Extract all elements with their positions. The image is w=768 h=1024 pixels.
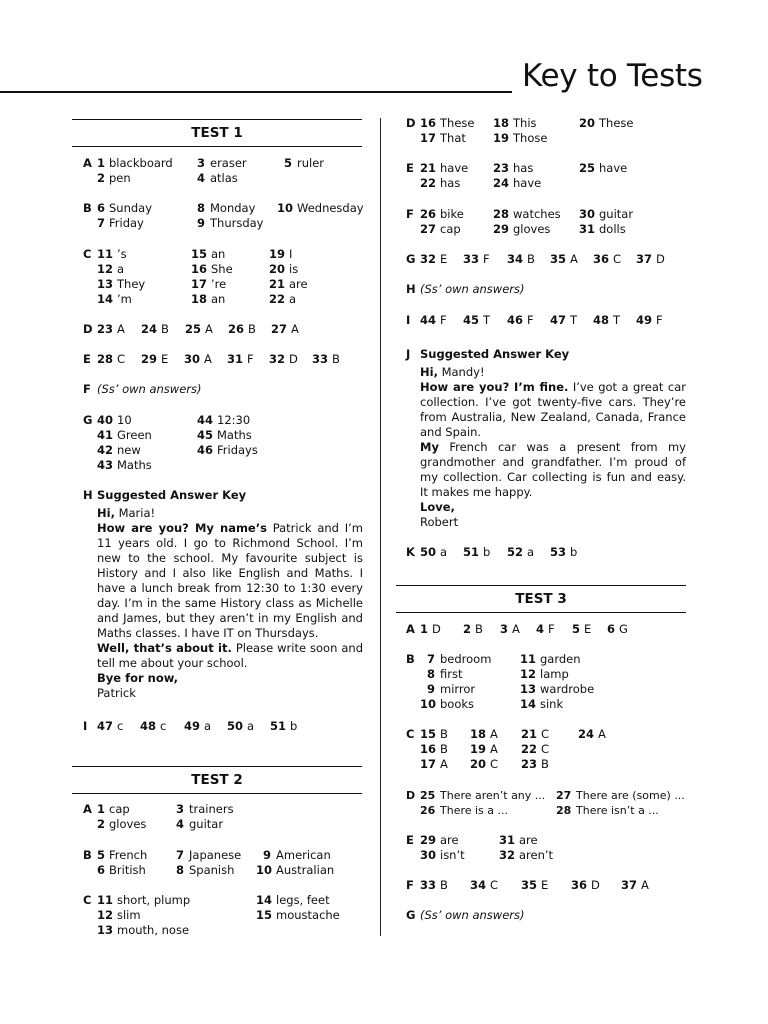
answer-item: (Ss’ own answers) bbox=[97, 382, 202, 396]
answer-item: 15 moustache bbox=[256, 908, 340, 922]
answer-item: 8 first bbox=[426, 667, 463, 681]
answer-item: (Ss’ own answers) bbox=[420, 908, 525, 922]
section-letter: E bbox=[83, 352, 91, 366]
answer-item: 22 C bbox=[521, 742, 550, 756]
answer-item: 13 mouth, nose bbox=[97, 923, 190, 937]
answer-item: 18 A bbox=[470, 727, 498, 741]
answer-item: 24 B bbox=[141, 322, 169, 336]
answer-item: 4 guitar bbox=[176, 817, 224, 831]
section-letter: C bbox=[406, 727, 415, 741]
answer-item: 22 a bbox=[269, 292, 297, 306]
section-letter: B bbox=[83, 201, 92, 215]
answer-item: 9 American bbox=[262, 848, 331, 862]
answer-item: 32 aren’t bbox=[499, 848, 554, 862]
answer-item: 33 B bbox=[420, 878, 448, 892]
answer-item: 37 D bbox=[636, 252, 665, 266]
answer-item: 24 have bbox=[493, 176, 542, 190]
test3-title: TEST 3 bbox=[396, 585, 686, 613]
answer-item: 13 wardrobe bbox=[520, 682, 595, 696]
answer-item: 5 E bbox=[572, 622, 592, 636]
answer-item: 47 c bbox=[97, 719, 124, 733]
answer-item: 7 bedroom bbox=[426, 652, 492, 666]
section-letter: K bbox=[406, 545, 415, 559]
answer-item: 29 gloves bbox=[493, 222, 551, 236]
answer-item: 10 books bbox=[420, 697, 475, 711]
section-letter: B bbox=[406, 652, 415, 666]
answer-item: 40 10 bbox=[97, 413, 132, 427]
answer-item: 49 a bbox=[184, 719, 212, 733]
answer-item: 44 F bbox=[420, 313, 447, 327]
answer-item: 23 B bbox=[521, 757, 549, 771]
answer-item: 16 B bbox=[420, 742, 448, 756]
section-letter: C bbox=[83, 247, 92, 261]
answer-item: 6 G bbox=[607, 622, 628, 636]
answer-item: 45 T bbox=[463, 313, 491, 327]
answer-item: 25 There aren’t any ... bbox=[420, 789, 546, 802]
test1-letter-text: Hi, Maria! How are you? My name’s Patrick and I’m 11 years old. I go to Richmond School. I’m new to the school. My favourite subject is History and I also like English and Maths. I have a lunch break from 12:30 to 1:30 every day. I’m in the same History class as Michelle and James, but they aren’t in my English and Maths classes. I have IT on Thursdays. Well, that’s about it. Please write soon and tell me about your school. Bye for now, Patrick bbox=[97, 506, 363, 700]
answer-item: 19 I bbox=[269, 247, 293, 261]
answer-item: 46 Fridays bbox=[197, 443, 258, 457]
answer-item: 47 T bbox=[550, 313, 578, 327]
answer-item: 35 E bbox=[521, 878, 549, 892]
test1-title: TEST 1 bbox=[72, 119, 362, 147]
section-letter: B bbox=[83, 848, 92, 862]
section-letter: D bbox=[406, 116, 416, 130]
section-letter: E bbox=[406, 833, 414, 847]
answer-item: 2 gloves bbox=[97, 817, 147, 831]
answer-item: 2 pen bbox=[97, 171, 131, 185]
answer-item: 34 C bbox=[470, 878, 499, 892]
answer-item: 19 A bbox=[470, 742, 498, 756]
answer-item: 50 a bbox=[420, 545, 448, 559]
answer-item: 19 Those bbox=[493, 131, 548, 145]
answer-item: 41 Green bbox=[97, 428, 152, 442]
page-title: Key to Tests bbox=[522, 58, 703, 94]
answer-item: 7 Friday bbox=[97, 216, 144, 230]
answer-item: 26 B bbox=[228, 322, 256, 336]
section-letter: G bbox=[83, 413, 93, 427]
header-rule bbox=[0, 91, 512, 93]
answer-item: 20 These bbox=[579, 116, 634, 130]
answer-item: 8 Spanish bbox=[176, 863, 235, 877]
test2-title: TEST 2 bbox=[72, 766, 362, 794]
answer-item: 6 Sunday bbox=[97, 201, 153, 215]
section-letter: F bbox=[406, 878, 414, 892]
section-letter: I bbox=[83, 719, 88, 733]
section-letter: H bbox=[406, 282, 416, 296]
answer-item: 3 A bbox=[500, 622, 520, 636]
section-letter: G bbox=[406, 252, 416, 266]
answer-item: 31 F bbox=[227, 352, 254, 366]
section-letter: J bbox=[406, 347, 411, 361]
answer-item: 16 These bbox=[420, 116, 475, 130]
answer-item: 15 an bbox=[191, 247, 226, 261]
answer-item: 45 Maths bbox=[197, 428, 252, 442]
answer-item: 27 A bbox=[271, 322, 299, 336]
answer-item: 53 b bbox=[550, 545, 578, 559]
answer-item: 30 guitar bbox=[579, 207, 634, 221]
answer-item: 31 are bbox=[499, 833, 538, 847]
answer-item: 1 blackboard bbox=[97, 156, 173, 170]
answer-item: 50 a bbox=[227, 719, 255, 733]
answer-item: 48 T bbox=[593, 313, 621, 327]
answer-item: 9 mirror bbox=[426, 682, 476, 696]
answer-item: 52 a bbox=[507, 545, 535, 559]
answer-item: 5 French bbox=[97, 848, 148, 862]
answer-item: 46 F bbox=[507, 313, 534, 327]
answer-item: 36 C bbox=[593, 252, 622, 266]
answer-item: 4 F bbox=[536, 622, 555, 636]
answer-item: 33 F bbox=[463, 252, 490, 266]
answer-item: 8 Monday bbox=[197, 201, 256, 215]
answer-item: 18 an bbox=[191, 292, 226, 306]
column-divider bbox=[380, 118, 381, 936]
answer-item: 17 ’re bbox=[191, 277, 227, 291]
answer-item: 2 B bbox=[463, 622, 483, 636]
answer-item: 27 There are (some) ... bbox=[556, 789, 685, 802]
answer-item: Suggested Answer Key bbox=[420, 347, 570, 361]
answer-item: 34 B bbox=[507, 252, 535, 266]
answer-item: 36 D bbox=[571, 878, 600, 892]
answer-item: 32 D bbox=[269, 352, 298, 366]
answer-item: 17 A bbox=[420, 757, 448, 771]
section-letter: C bbox=[83, 893, 92, 907]
section-letter: E bbox=[406, 161, 414, 175]
answer-item: 17 That bbox=[420, 131, 466, 145]
section-letter: I bbox=[406, 313, 411, 327]
answer-item: 37 A bbox=[621, 878, 649, 892]
answer-item: 14 sink bbox=[520, 697, 564, 711]
answer-item: (Ss’ own answers) bbox=[420, 282, 525, 296]
answer-item: 11 ’s bbox=[97, 247, 127, 261]
answer-item: 18 This bbox=[493, 116, 537, 130]
answer-item: 3 eraser bbox=[197, 156, 247, 170]
test2-letter-text: Hi, Mandy! How are you? I’m fine. I’ve got a great car collection. I’ve got twenty-five cars. They’re from Australia, New Zealand, Canada, France and Spain. My French car was a present from my grandmother and grandfather. I’m proud of my collection. Car collecting is fun and easy. It makes me happy. Love, Robert bbox=[420, 365, 686, 529]
section-letter: A bbox=[83, 156, 92, 170]
answer-item: 33 B bbox=[312, 352, 340, 366]
answer-item: 13 They bbox=[97, 277, 146, 291]
section-letter: H bbox=[83, 488, 93, 502]
answer-item: 21 are bbox=[269, 277, 308, 291]
answer-item: 11 garden bbox=[520, 652, 581, 666]
answer-item: 28 watches bbox=[493, 207, 561, 221]
answer-item: 28 There isn’t a ... bbox=[556, 804, 659, 817]
section-letter: A bbox=[406, 622, 415, 636]
answer-item: 25 have bbox=[579, 161, 628, 175]
answer-item: 11 short, plump bbox=[97, 893, 191, 907]
answer-item: 14 ’m bbox=[97, 292, 132, 306]
answer-item: 21 have bbox=[420, 161, 469, 175]
section-letter: F bbox=[406, 207, 414, 221]
answer-item: 6 British bbox=[97, 863, 146, 877]
answer-item: 35 A bbox=[550, 252, 578, 266]
answer-item: 12 slim bbox=[97, 908, 141, 922]
answer-item: 44 12:30 bbox=[197, 413, 251, 427]
answer-item: 20 C bbox=[470, 757, 499, 771]
answer-item: 29 E bbox=[141, 352, 169, 366]
answer-item: 20 is bbox=[269, 262, 299, 276]
answer-item: 10 Wednesday bbox=[277, 201, 364, 215]
answer-item: 23 A bbox=[97, 322, 125, 336]
answer-item: Suggested Answer Key bbox=[97, 488, 247, 502]
answer-item: 12 lamp bbox=[520, 667, 569, 681]
answer-item: 43 Maths bbox=[97, 458, 152, 472]
section-letter: A bbox=[83, 802, 92, 816]
section-letter: F bbox=[83, 382, 91, 396]
answer-item: 51 b bbox=[463, 545, 491, 559]
section-letter: D bbox=[83, 322, 93, 336]
answer-item: 23 has bbox=[493, 161, 534, 175]
answer-item: 30 isn’t bbox=[420, 848, 465, 862]
answer-item: 25 A bbox=[185, 322, 213, 336]
answer-item: 12 a bbox=[97, 262, 125, 276]
answer-item: 21 C bbox=[521, 727, 550, 741]
section-letter: G bbox=[406, 908, 416, 922]
answer-item: 10 Australian bbox=[256, 863, 335, 877]
answer-item: 32 E bbox=[420, 252, 448, 266]
answer-item: 15 B bbox=[420, 727, 448, 741]
answer-item: 26 There is a ... bbox=[420, 804, 509, 817]
section-letter: D bbox=[406, 789, 416, 802]
answer-item: 49 F bbox=[636, 313, 663, 327]
answer-item: 9 Thursday bbox=[197, 216, 264, 230]
answer-item: 31 dolls bbox=[579, 222, 626, 236]
answer-item: 48 c bbox=[140, 719, 167, 733]
answer-item: 14 legs, feet bbox=[256, 893, 330, 907]
answer-item: 3 trainers bbox=[176, 802, 234, 816]
answer-item: 5 ruler bbox=[284, 156, 325, 170]
answer-item: 30 A bbox=[184, 352, 212, 366]
answer-item: 24 A bbox=[578, 727, 606, 741]
answer-item: 27 cap bbox=[420, 222, 461, 236]
answer-item: 42 new bbox=[97, 443, 141, 457]
answer-item: 1 D bbox=[420, 622, 441, 636]
answer-item: 28 C bbox=[97, 352, 126, 366]
answer-item: 4 atlas bbox=[197, 171, 238, 185]
answer-item: 51 b bbox=[270, 719, 298, 733]
answer-item: 16 She bbox=[191, 262, 233, 276]
answer-item: 1 cap bbox=[97, 802, 130, 816]
answer-item: 26 bike bbox=[420, 207, 464, 221]
answer-item: 22 has bbox=[420, 176, 461, 190]
answer-item: 7 Japanese bbox=[176, 848, 242, 862]
answer-item: 29 are bbox=[420, 833, 459, 847]
